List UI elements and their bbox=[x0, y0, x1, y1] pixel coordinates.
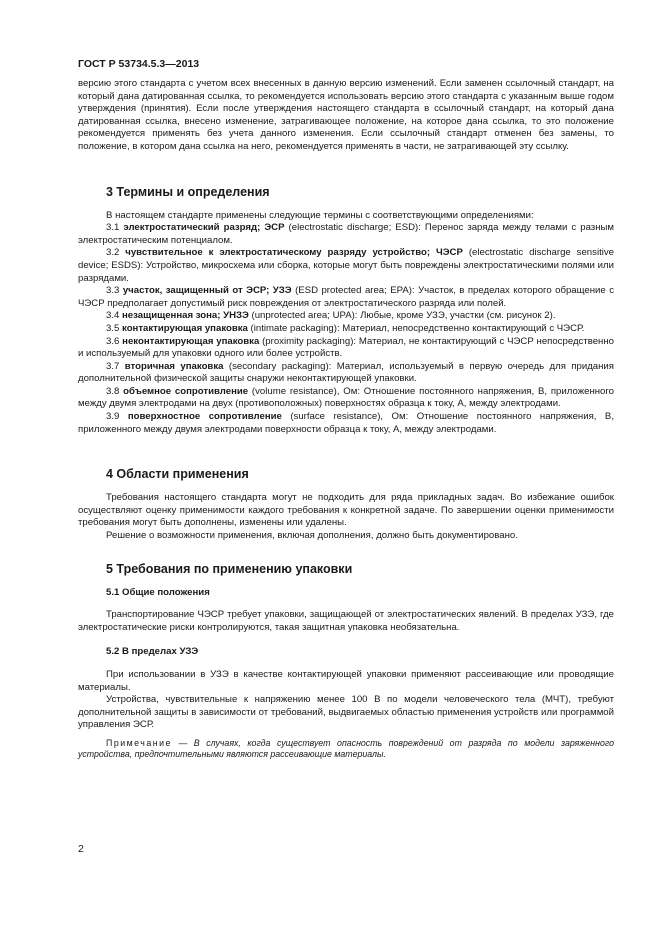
term-item: 3.1 электростатический разряд; ЭСР (electrostatic discharge; ESD): Перенос заряда между телами с разным электростатическим потенциалом. bbox=[78, 222, 614, 246]
section-3-heading: 3 Термины и определения bbox=[106, 184, 270, 199]
document-header: ГОСТ Р 53734.5.3—2013 bbox=[78, 58, 200, 70]
section-5-heading: 5 Требования по применению упаковки bbox=[106, 561, 353, 576]
subsection-5-2-paragraph: При использовании в УЗЭ в качестве контактирующей упаковки применяют рассеивающие или проводящие материалы. bbox=[78, 669, 614, 693]
page-number: 2 bbox=[78, 843, 84, 855]
term-item: 3.2 чувствительное к электростатическому разряду устройство; ЧЭСР (electrostatic discharge sensitive device; ESDS): Устройство, микросхема или сборка, которые могут быть повреждены электростатическими полями или разрядами. bbox=[78, 247, 614, 284]
document-body bbox=[78, 78, 614, 761]
subsection-5-2-paragraph: Устройства, чувствительные к напряжению менее 100 В по модели человеческого тела (МЧТ), требуют дополнительной защиты в зависимости от требований, выдвигаемых областью применения устройств или программой управления ЭСР. bbox=[78, 694, 614, 731]
terms-list bbox=[78, 222, 614, 436]
subsection-5-1-paragraph: Транспортирование ЧЭСР требует упаковки, защищающей от электростатических явлений. В пределах УЗЭ, где электростатические риски контролируются, такая защитная упаковка необязательна. bbox=[78, 609, 614, 633]
section-4-paragraph: Решение о возможности применения, включая дополнения, должно быть документировано. bbox=[106, 530, 518, 542]
section-4-paragraph: Требования настоящего стандарта могут не подходить для ряда прикладных задач. Во избежание ошибок осуществляют оценку применимости каждого требования к конкретной задаче. По завершении оценки применимости требования могут быть дополнены, изменены или удалены. bbox=[78, 492, 614, 529]
note-text: — В случаях, когда существует опасность повреждений от разряда по модели заряженного устройства, предпочтительными являются рассеивающие материалы. bbox=[78, 737, 614, 760]
subsection-5-2-heading: 5.2 В пределах УЗЭ bbox=[106, 646, 199, 658]
term-item: 3.6 неконтактирующая упаковка (proximity packaging): Материал, не контактирующий с ЧЭСР непосредственно и используемый для упаковки одного или более устройств. bbox=[78, 335, 614, 360]
section-4-heading: 4 Области применения bbox=[106, 467, 249, 482]
section-3-lead: В настоящем стандарте применены следующие термины с соответствующими определениями: bbox=[106, 209, 534, 221]
note-paragraph bbox=[78, 738, 614, 761]
subsection-5-1-heading: 5.1 Общие положения bbox=[106, 586, 210, 598]
intro-paragraph: версию этого стандарта с учетом всех внесенных в данную версию изменений. Если заменен ссылочный стандарт, на который дана датированная ссылка, то рекомендуется использовать версию этого стандарта с указанным выше годом утверждения (принятия). Если после утверждения настоящего стандарта в ссылочный стандарт, на который дана датированная ссылка, внесено изменение, затрагивающее положение, на которое дана ссылка, то это положение рекомендуется применять без учета данного изменения. Если ссылочный стандарт отменен без замены, то положение, в котором дана ссылка на него, рекомендуется применять в части, не затрагивающей эту ссылку. bbox=[78, 78, 614, 152]
term-item: 3.8 объемное сопротивление (volume resistance), Ом: Отношение постоянного напряжения, В, приложенного между двумя электродами на двух (противоположных) поверхностях образца к току, А, между электродами. bbox=[78, 385, 614, 410]
term-item: 3.7 вторичная упаковка (secondary packaging): Материал, используемый в первую очередь для придания дополнительной физической защиты снаружи неконтактирующей упаковки. bbox=[78, 360, 614, 385]
term-item: 3.5 контактирующая упаковка (intimate packaging): Материал, непосредственно контактирующий с ЧЭСР. bbox=[106, 322, 585, 334]
term-item: 3.4 незащищенная зона; УНЗЭ (unprotected area; UPA): Любые, кроме УЗЭ, участки (см. рисунок 2). bbox=[106, 310, 556, 322]
term-item: 3.3 участок, защищенный от ЭСР; УЗЭ (ESD protected area; EPA): Участок, в пределах которого обращение с ЧЭСР предполагает допустимый риск повреждения от электростатического разряда или полей. bbox=[78, 285, 615, 309]
term-item: 3.9 поверхностное сопротивление (surface resistance), Ом: Отношение постоянного напряжения, В, приложенного между двумя электродами поверхности образца к току, А, между электродами. bbox=[78, 411, 614, 435]
note-label: Примечание bbox=[106, 737, 172, 748]
